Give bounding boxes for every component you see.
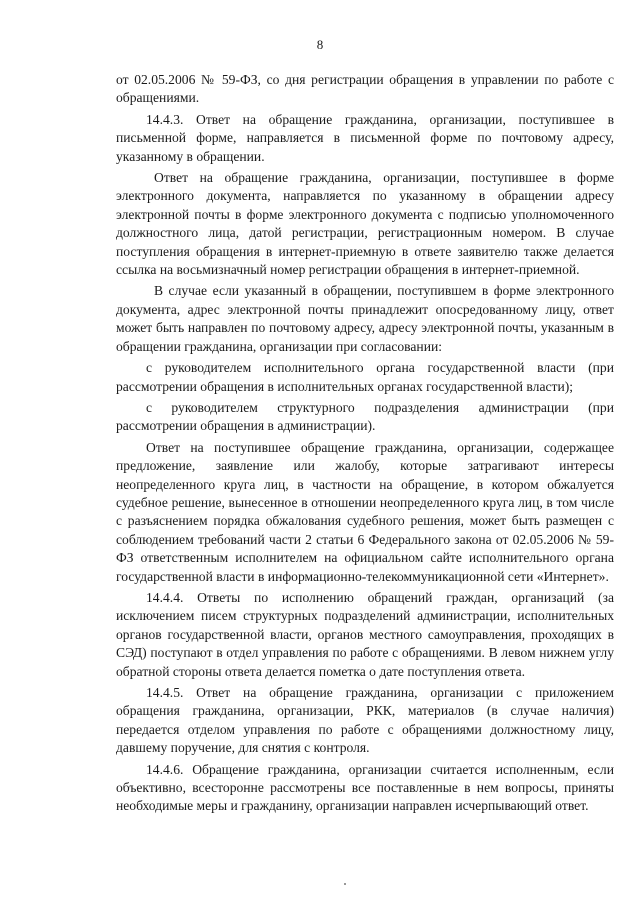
paragraph-14-4-6: 14.4.6. Обращение гражданина, организации считается исполненным, если объективно, всесторонне рассмотрены все поставленные в нем вопросы, приняты необходимые меры и гражданину, организации направлен исчерпывающий ответ. — [116, 761, 614, 814]
paragraph-mediated-person: В случае если указанный в обращении, поступившем в форме электронного документа, адрес электронной почты принадлежит опосредованному лицу, ответ может быть направлен по почтовому адресу, адресу электронной почты, указанным в обращении гражданина, организации при согласовании: — [116, 283, 614, 354]
paragraph-14-4-5: 14.4.5. Ответ на обращение гражданина, организации с приложением обращения гражданина, организации, РКК, материалов (в случае наличия) передается отделом управления по работе с обращениями должностному лицу, давшему поручение, для снятия с контроля. — [116, 685, 614, 756]
scan-speck — [344, 883, 346, 885]
paragraph-executive-head: с руководителем исполнительного органа государственной власти (при рассмотрении обращения в исполнительных органах государственной власти); — [116, 360, 614, 394]
paragraph-continuation: от 02.05.2006 № 59-ФЗ, со дня регистрации обращения в управлении по работе с обращениями. — [116, 72, 614, 106]
page-number: 8 — [316, 37, 324, 52]
paragraph-structural-head: с руководителем структурного подразделения администрации (при рассмотрении обращения в администрации). — [116, 399, 614, 434]
paragraph-14-4-3: 14.4.3. Ответ на обращение гражданина, организации, поступившее в письменной форме, направляется в письменной форме по почтовому адресу, указанному в обращении. — [116, 111, 614, 164]
paragraph-public-answer: Ответ на поступившее обращение гражданина, организации, содержащее предложение, заявление или жалобу, которые затрагивают интересы неопределенного круга лиц, в частности на обращение, в котором обжалуется судебное решение, вынесенное в отношении неопределенного круга лиц, в том числе с разъяснением порядка обжалования судебного решения, может быть размещен с соблюдением требований части 2 статьи 6 Федерального закона от 02.05.2006 № 59-ФЗ ответственным исполнителем на официальном сайте исполнительного органа государственной власти в информационно-телекоммуникационной сети «Интернет». — [116, 439, 614, 584]
paragraph-electronic-answer: Ответ на обращение гражданина, организации, поступившее в форме электронного документа, направляется по указанному в обращении адресу электронной почты в форме электронного документа с подписью уполномоченного должностного лица, датой регистрации, регистрационным номером. В случае поступления обращения в интернет-приемную в ответе заявителю также делается ссылка на восьмизначный номер регистрации обращения в интернет-приемной. — [116, 170, 614, 278]
paragraph-14-4-4: 14.4.4. Ответы по исполнению обращений граждан, организаций (за исключением писем структурных подразделений администрации, исполнительных органов государственной власти, органов местного самоуправления, проходящих в СЭД) поступают в отдел управления по работе с обращениями. В левом нижнем углу обратной стороны ответа делается пометка о дате поступления ответа. — [116, 589, 614, 679]
document-body — [116, 71, 614, 819]
